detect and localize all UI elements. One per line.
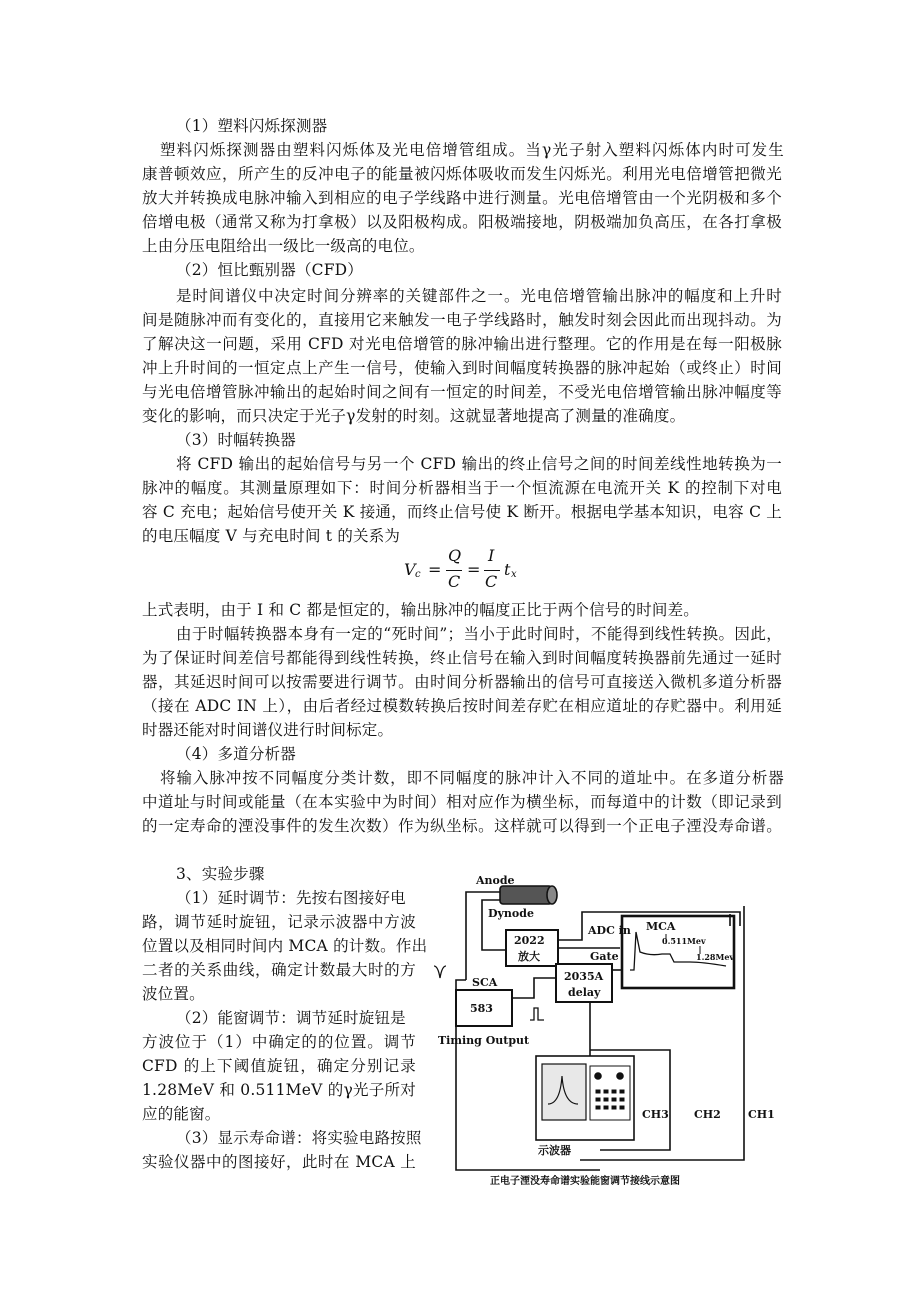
formula-q: Q: [448, 546, 462, 565]
heading-tac: （3）时幅转换器: [176, 431, 296, 449]
para-line: 为了保证时间差信号都能得到线性转换，终止信号在输入到时间幅度转换器前先通过一延时: [142, 649, 782, 667]
label-adc-in: ADC in: [588, 924, 631, 937]
label-delay: delay: [568, 986, 601, 999]
label-amp-num: 2022: [514, 934, 545, 947]
heading-mca: （4）多道分析器: [176, 745, 296, 763]
label-583: 583: [470, 1002, 493, 1015]
formula-c1: C: [448, 572, 461, 591]
label-anode: Anode: [476, 874, 515, 887]
step-line: 位置以及相同时间内 MCA 的计数。作出: [142, 937, 428, 955]
label-dynode: Dynode: [488, 907, 534, 920]
para-line: 是时间谱仪中决定时间分辨率的关键部件之一。光电倍增管输出脉冲的幅度和上升时: [176, 287, 782, 305]
para-line: 康普顿效应，所产生的反冲电子的能量被闪烁体吸收而发生闪烁光。利用光电倍增管把微光: [142, 165, 782, 183]
formula-equals-2: =: [467, 560, 481, 579]
step-line: CFD 的上下阈值旋钮，确定分别记录: [142, 1057, 416, 1075]
step-line: 路，调节延时旋钮，记录示波器中方波: [142, 913, 416, 931]
formula-c2: C: [485, 572, 498, 591]
para-line: 放大并转换成电脉冲输入到相应的电子学线路中进行测量。光电倍增管由一个光阴极和多个: [142, 189, 782, 207]
step-line: （3）显示寿命谱：将实验电路按照: [176, 1129, 422, 1147]
label-scope: 示波器: [538, 1144, 571, 1157]
para-line: 器，其延迟时间可以按需要进行调节。由时间分析器输出的信号可直接送入微机多道分析器: [142, 673, 782, 691]
para-line: （接在 ADC IN 上），由后者经过模数转换后按时间差存贮在相应道址的存贮器中。利用延: [142, 697, 782, 715]
label-delay-num: 2035A: [564, 970, 604, 983]
para-line: 脉冲的幅度。其测量原理如下：时间分析器相当于一个恒流源在电流开关 K 的控制下对电: [142, 479, 782, 497]
para-line: 将 CFD 输出的起始信号与另一个 CFD 输出的终止信号之间的时间差线性地转换为一: [176, 455, 782, 473]
para-line: 上式表明，由于 I 和 C 都是恒定的，输出脉冲的幅度正比于两个信号的时间差。: [142, 601, 699, 619]
para-line: 的一定寿命的湮没事件的发生次数）作为纵坐标。这样就可以得到一个正电子湮没寿命谱。: [142, 817, 782, 835]
label-sca: SCA: [472, 976, 498, 989]
para-line: 容 C 充电；起始信号使开关 K 接通，而终止信号使 K 断开。根据电学基本知识，电容 C 上: [142, 503, 782, 521]
para-line: 上由分压电阻给出一级比一级高的电位。: [142, 237, 425, 255]
formula-sub-c: c: [415, 569, 421, 580]
heading-plastic-scintillator: （1）塑料闪烁探测器: [176, 117, 328, 135]
label-mca: MCA: [646, 920, 676, 933]
step-line: 波位置。: [142, 985, 205, 1003]
step-line: 二者的关系曲线，确定计数最大时的方: [142, 961, 416, 979]
para-line: 与光电倍增管脉冲输出的起始时间之间有一恒定的时间差，不受光电倍增管输出脉冲幅度等: [142, 383, 782, 401]
label-timing-output: Timing Output: [438, 1034, 530, 1047]
formula-i: I: [488, 546, 495, 565]
para-line: 将输入脉冲按不同幅度分类计数，即不同幅度的脉冲计入不同的道址中。在多道分析器: [160, 769, 784, 787]
label-ch2: CH2: [694, 1108, 721, 1121]
formula-t: t: [504, 560, 511, 579]
para-line: 变化的影响，而只决定于光子γ发射的时刻。这就显著地提高了测量的准确度。: [142, 407, 686, 425]
step-line: （1）延时调节：先按右图接好电: [176, 889, 406, 907]
label-e1: 0.511Mev: [662, 936, 706, 946]
anode-wire: [466, 892, 500, 980]
para-line: 倍增电极（通常又称为打拿极）以及阳极构成。阳极端接地，阴极端加负高压，在各打拿极: [142, 213, 782, 231]
para-line: 由于时幅转换器本身有一定的“死时间”；当小于此时间时，不能得到线性转换。因此，: [176, 625, 782, 643]
step-line: （2）能窗调节：调节延时旋钮是: [176, 1009, 406, 1027]
para-line: 冲上升时间的一恒定点上产生一信号，使输入到时间幅度转换器的脉冲起始（或终止）时间: [142, 359, 782, 377]
step-line: 方波位于（1）中确定的的位置。调节: [142, 1033, 416, 1051]
pmt-detector: [500, 886, 552, 904]
step-line: 实验仪器中的图接好，此时在 MCA 上: [142, 1153, 416, 1171]
heading-cfd: （2）恒比甄别器（CFD）: [176, 261, 364, 279]
para-line: 的电压幅度 V 与充电时间 t 的关系为: [142, 527, 401, 545]
formula-v: V: [404, 560, 416, 579]
formula-sub-x: x: [511, 569, 517, 580]
capacitor-voltage-formula: [404, 544, 524, 596]
label-gate: Gate: [590, 950, 619, 963]
para-line: 时器还能对时间谱仪进行时间标定。: [142, 721, 394, 739]
label-amp: 放大: [518, 950, 540, 963]
para-line: 间是随脉冲而有变化的，直接用它来触发一电子学线路时，触发时刻会因此而出现抖动。为: [142, 311, 782, 329]
para-line: 塑料闪烁探测器由塑料闪烁体及光电倍增管组成。当γ光子射入塑料闪烁体内时可发生: [160, 141, 784, 159]
step-line: 应的能窗。: [142, 1105, 221, 1123]
formula-equals: =: [428, 560, 442, 579]
label-e2: 1.28Mev: [696, 952, 735, 962]
wiring-diagram: [430, 870, 790, 1190]
para-line: 了解决这一问题，采用 CFD 对光电倍增管的脉冲输出进行整理。它的作用是在每一阳极脉: [142, 335, 782, 353]
label-ch3: CH3: [642, 1108, 669, 1121]
label-ch1: CH1: [748, 1108, 775, 1121]
heading-experiment-steps: 3、实验步骤: [176, 865, 265, 883]
diagram-caption: 正电子湮没寿命谱实验能窗调节接线示意图: [490, 1176, 680, 1187]
para-line: 中道址与时间或能量（在本实验中为时间）相对应作为横坐标，而每道中的计数（即记录到: [142, 793, 782, 811]
step-line: 1.28MeV 和 0.511MeV 的γ光子所对: [142, 1081, 416, 1099]
